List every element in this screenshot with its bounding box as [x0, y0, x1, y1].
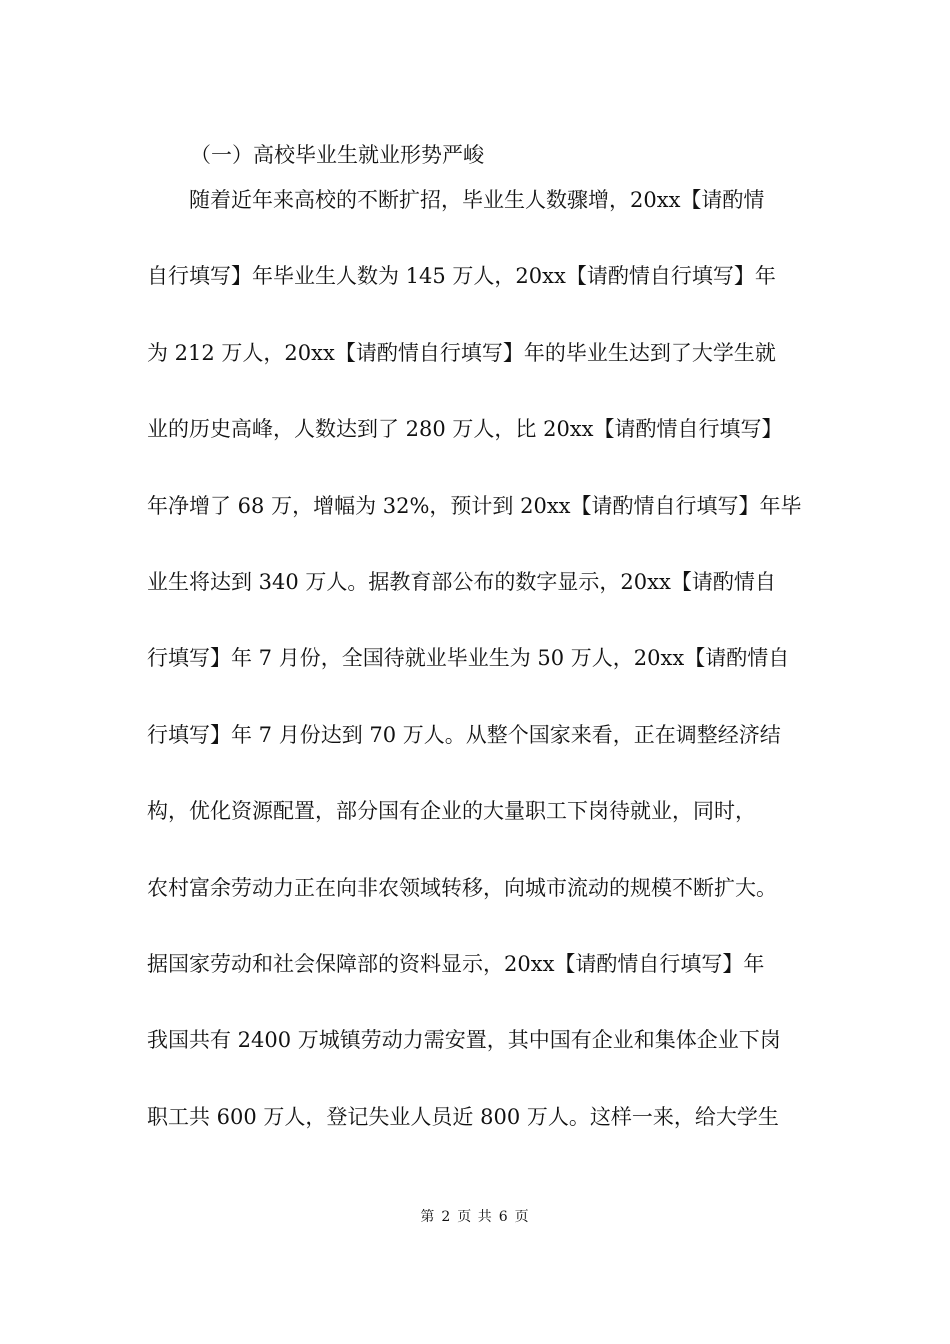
paragraph-line: 我国共有 2400 万城镇劳动力需安置，其中国有企业和集体企业下岗: [147, 1028, 781, 1053]
paragraph-line: 年净增了 68 万，增幅为 32%，预计到 20xx【请酌情自行填写】年毕: [147, 493, 802, 518]
footer-suffix: 页: [514, 1209, 530, 1225]
paragraph-line: 行填写】年 7 月份达到 70 万人。从整个国家来看，正在调整经济结: [147, 722, 781, 747]
paragraph-line: 为 212 万人，20xx【请酌情自行填写】年的毕业生达到了大学生就: [147, 340, 776, 365]
page-footer: [0, 1207, 950, 1227]
paragraph-line: 农村富余劳动力正在向非农领域转移，向城市流动的规模不断扩大。: [147, 875, 777, 900]
current-page-number: 2: [441, 1209, 452, 1225]
footer-mid: 页 共: [457, 1209, 493, 1225]
paragraph-line: 据国家劳动和社会保障部的资料显示，20xx【请酌情自行填写】年: [147, 951, 765, 976]
body-paragraph: [147, 182, 827, 1175]
total-pages-number: 6: [498, 1209, 509, 1225]
paragraph-line: 随着近年来高校的不断扩招，毕业生人数骤增，20xx【请酌情: [189, 188, 765, 212]
paragraph-line: 构，优化资源配置，部分国有企业的大量职工下岗待就业，同时，: [147, 799, 756, 824]
paragraph-line: 行填写】年 7 月份，全国待就业毕业生为 50 万人，20xx【请酌情自: [147, 646, 790, 671]
section-heading: （一）高校毕业生就业形势严峻: [190, 143, 484, 167]
paragraph-line: 自行填写】年毕业生人数为 145 万人，20xx【请酌情自行填写】年: [147, 264, 776, 289]
paragraph-line: 职工共 600 万人，登记失业人员近 800 万人。这样一来，给大学生: [147, 1104, 779, 1129]
footer-prefix: 第: [420, 1209, 436, 1225]
paragraph-line: 业的历史高峰，人数达到了 280 万人，比 20xx【请酌情自行填写】: [147, 417, 783, 442]
paragraph-line: 业生将达到 340 万人。据教育部公布的数字显示，20xx【请酌情自: [147, 569, 776, 594]
